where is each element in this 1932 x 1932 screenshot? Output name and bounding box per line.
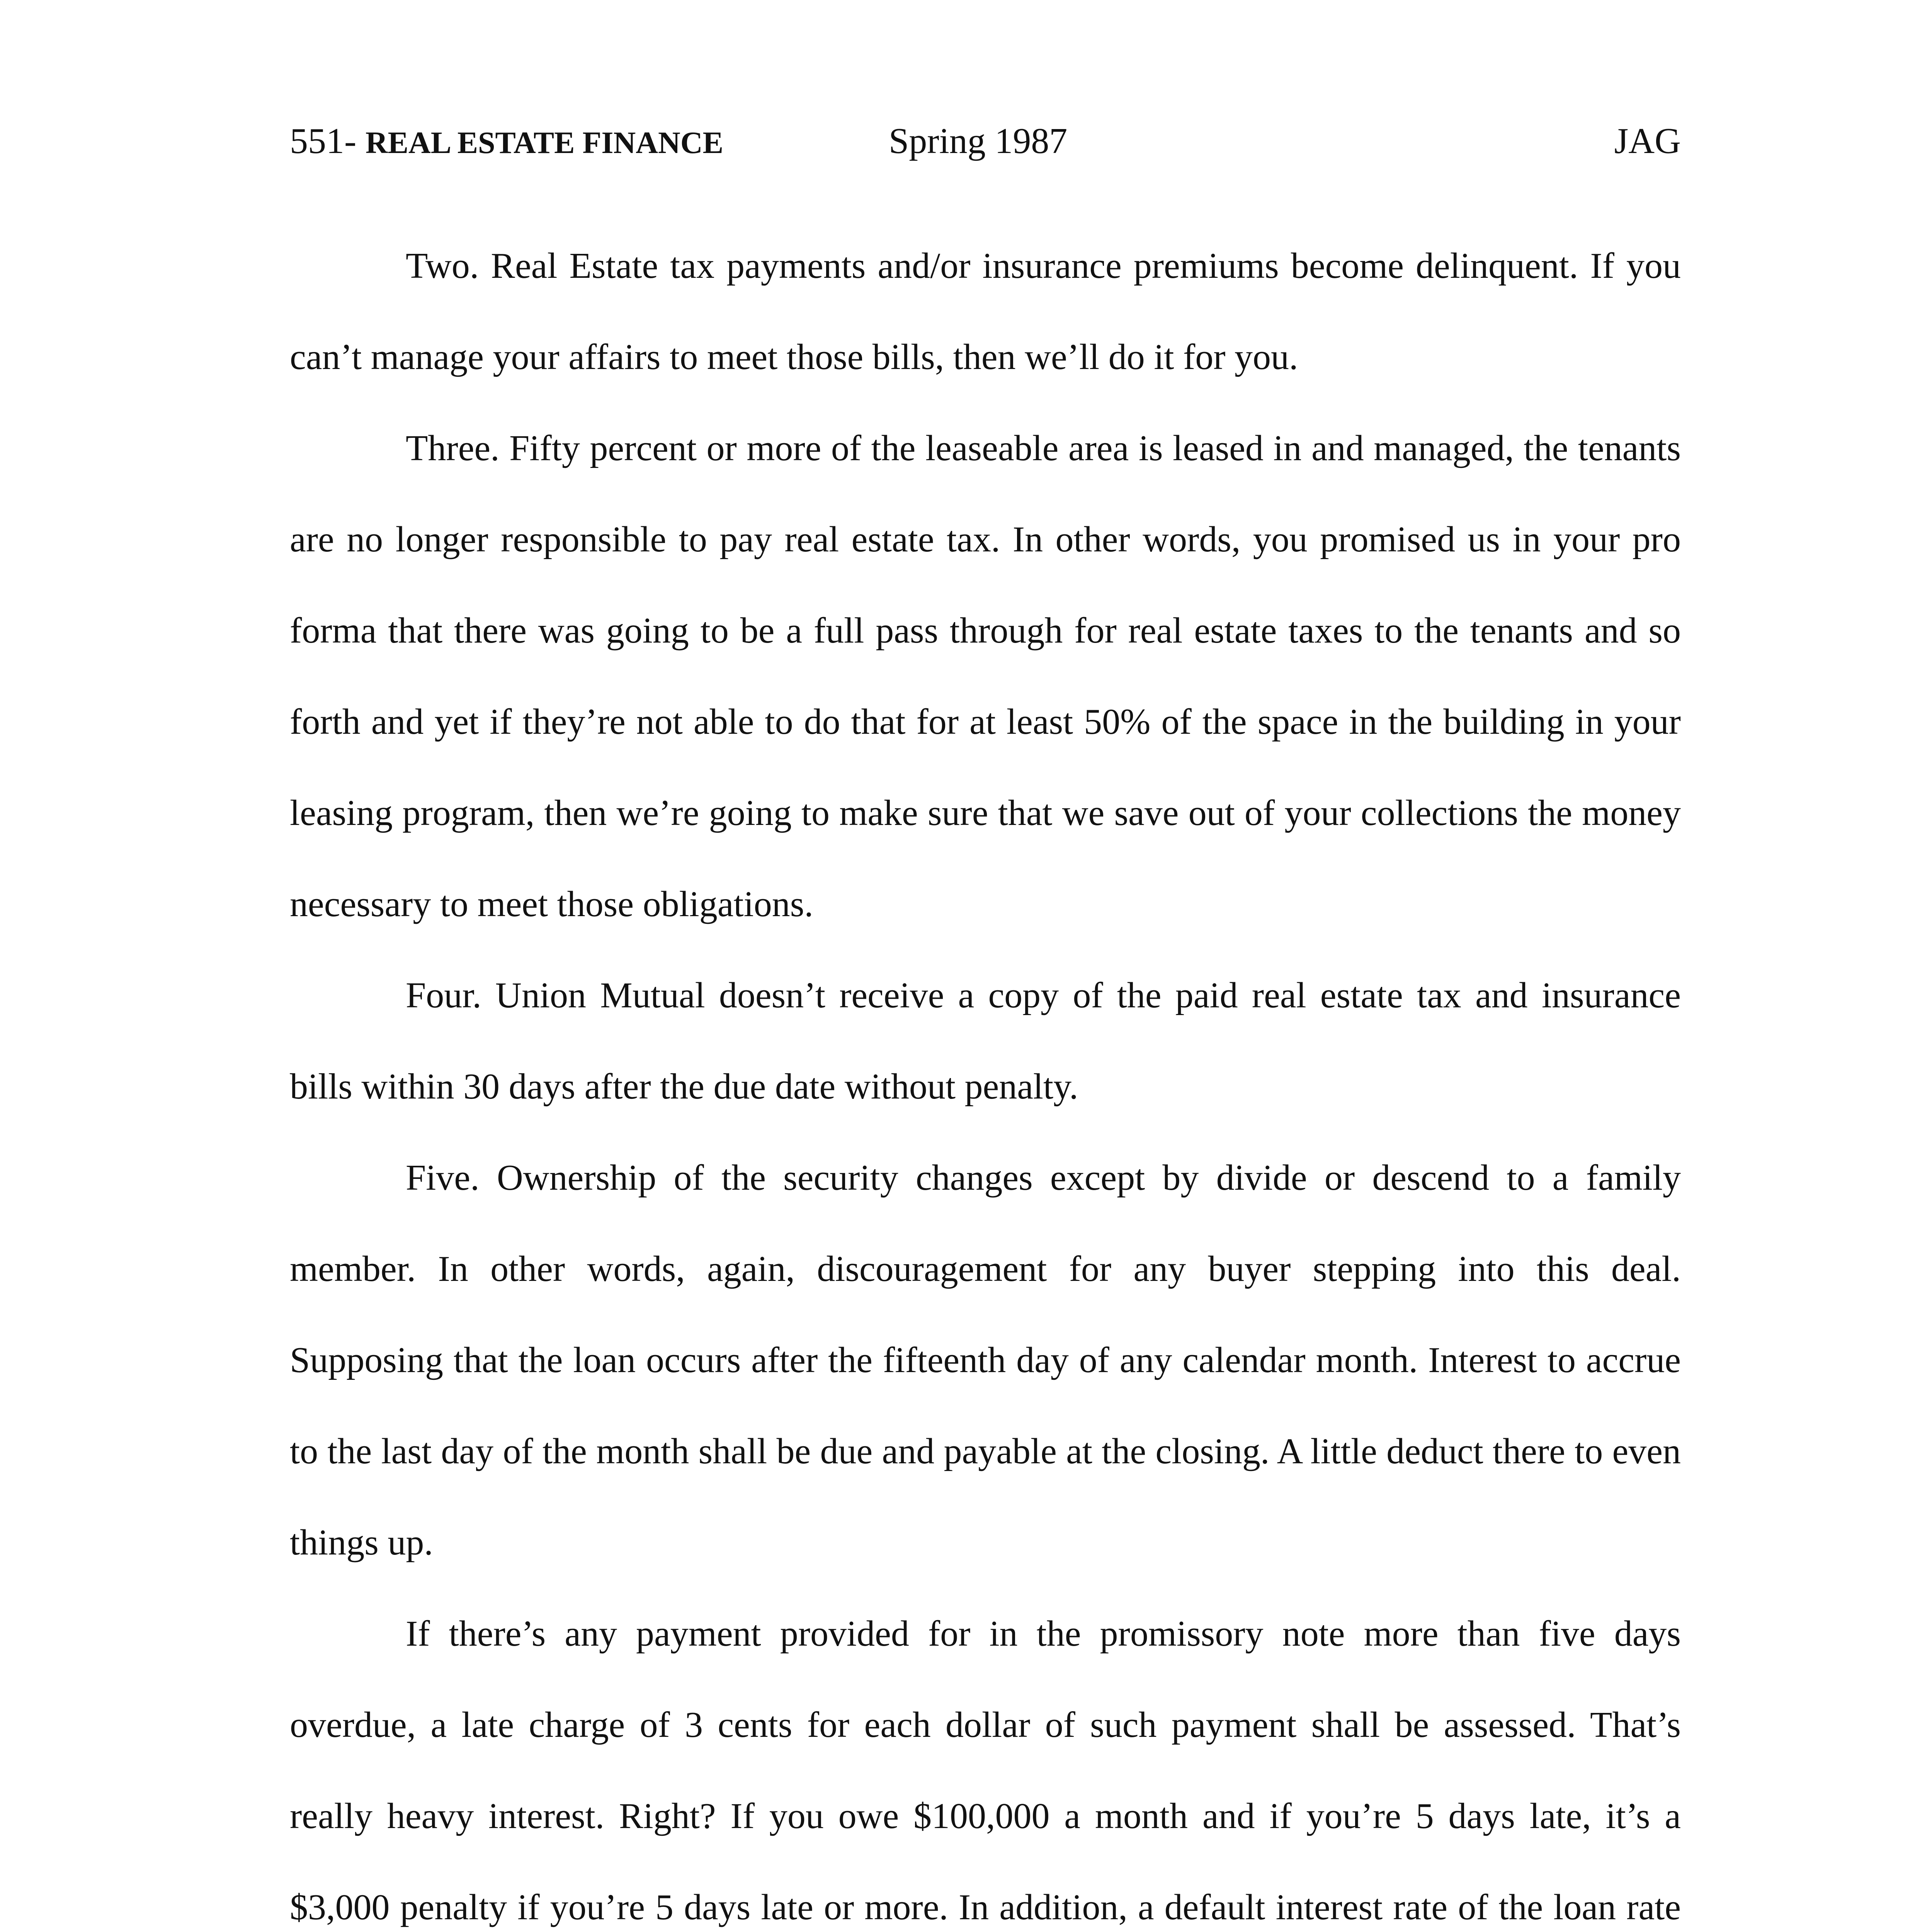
body-text xyxy=(290,220,1681,1932)
paragraph-three: Three. Fifty percent or more of the leaseable area is leased in and managed, the tenants are no longer responsible to pay real estate tax. In other words, you promised us in your pro forma that there was going to be a full pass through for real estate taxes to the tenants and so forth and yet if they’re not able to do that for at least 50% of the space in the building in your leasing program, then we’re going to make sure that we save out of your collections the money necessary to meet those obligations. xyxy=(290,428,1681,924)
paragraph-four: Four. Union Mutual doesn’t receive a copy of the paid real estate tax and insurance bills within 30 days after the due date without penalty. xyxy=(290,975,1681,1107)
paragraph-five: Five. Ownership of the security changes except by divide or descend to a family member. In other words, again, discouragement for any buyer stepping into this deal. Supposing that the loan occurs after the fifteenth day of any calendar month. Interest to accrue to the last day of the month shall be due and payable at the closing. A little deduct there to even things up. xyxy=(290,1158,1681,1563)
course-title: REAL ESTATE FINANCE xyxy=(365,126,723,160)
term-label: Spring 1987 xyxy=(889,121,1068,161)
course-number: 551- xyxy=(290,121,366,161)
paragraph-two: Two. Real Estate tax payments and/or insurance premiums become delinquent. If you can’t manage your affairs to meet those bills, then we’ll do it for you. xyxy=(290,246,1681,377)
page-header xyxy=(290,112,1681,170)
course-label xyxy=(290,112,723,172)
author-initials: JAG xyxy=(1614,121,1681,161)
paragraph-late-charge: If there’s any payment provided for in the promissory note more than five days overdue, a late charge of 3 cents for each dollar of such payment shall be assessed. That’s really heavy interest. Right? If you owe $100,000 a month and if you’re 5 days late, it’s a $3,000 penalty if you’re 5 days late or more. In addition, a default interest rate of the loan rate xyxy=(290,1614,1681,1927)
